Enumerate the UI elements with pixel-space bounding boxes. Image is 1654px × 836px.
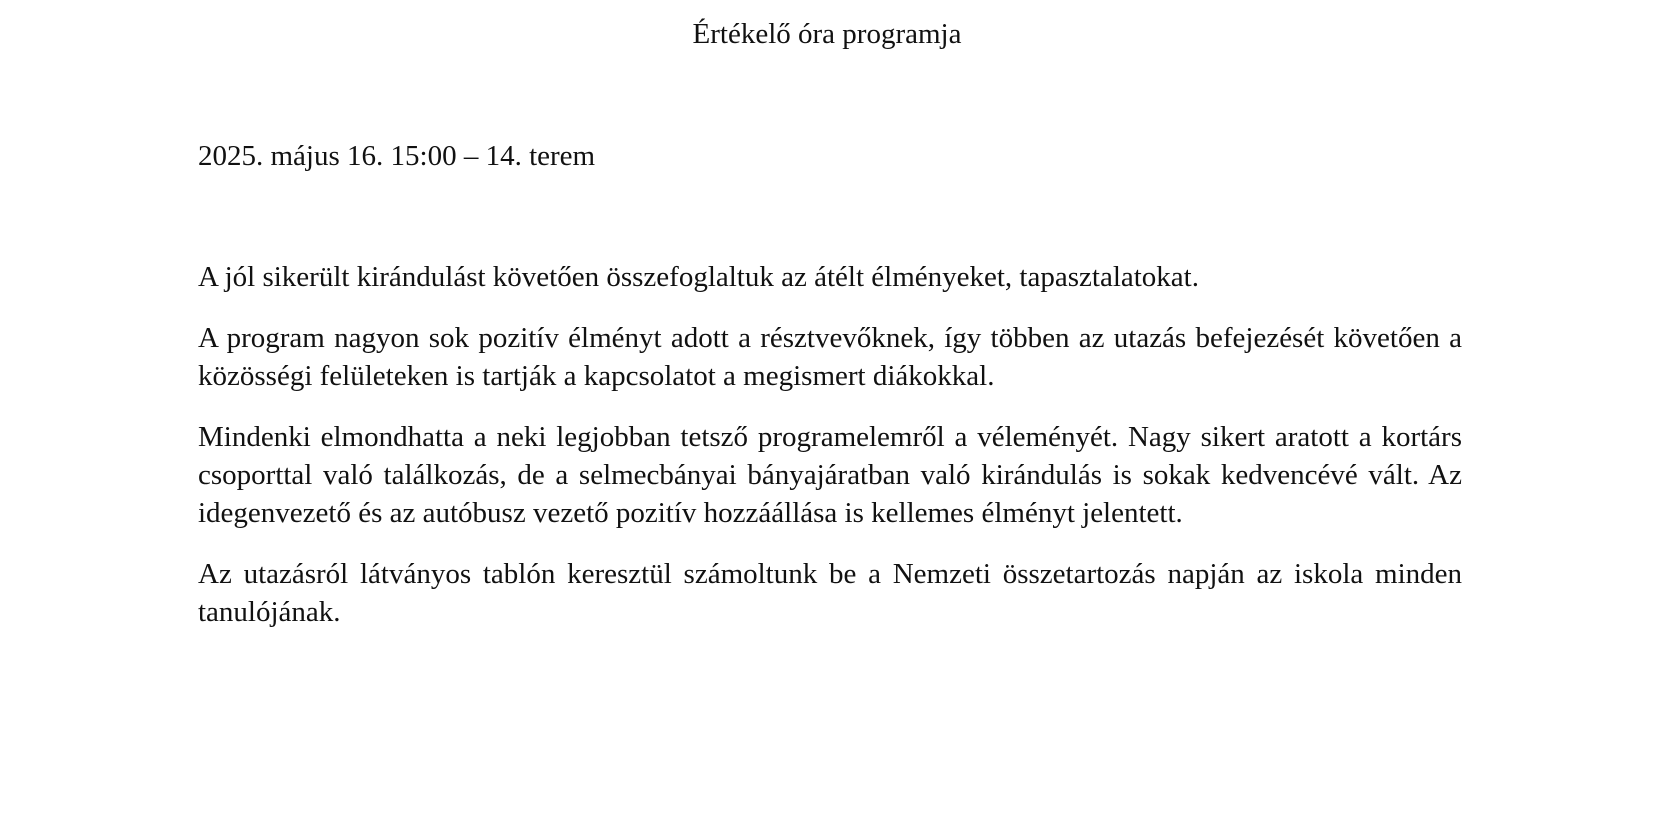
body-paragraph-1: A jól sikerült kirándulást követően összefoglaltuk az átélt élményeket, tapasztalatokat. (198, 261, 1199, 293)
document-title: Értékelő óra programja (692, 18, 962, 50)
date-location-line: 2025. május 16. 15:00 – 14. terem (198, 140, 596, 172)
body-paragraph-4: Az utazásról látványos tablón keresztül számoltunk be a Nemzeti összetartozás napján az iskola minden tanulójának. (198, 558, 1462, 628)
body-paragraph-3: Mindenki elmondhatta a neki legjobban tetsző programelemről a véleményét. Nagy sikert aratott a kortárs csoporttal való találkozás, de a selmecbányai bányajáratban való kirándulás is sokak kedvencévé vált. Az idegenvezető és az autóbusz vezető pozitív hozzáállása is kellemes élményt jelentett. (198, 421, 1462, 529)
body-paragraph-2: A program nagyon sok pozitív élményt adott a résztvevőknek, így többen az utazás befejezését követően a közösségi felületeken is tartják a kapcsolatot a megismert diákokkal. (198, 322, 1462, 392)
document-body (198, 258, 1462, 654)
